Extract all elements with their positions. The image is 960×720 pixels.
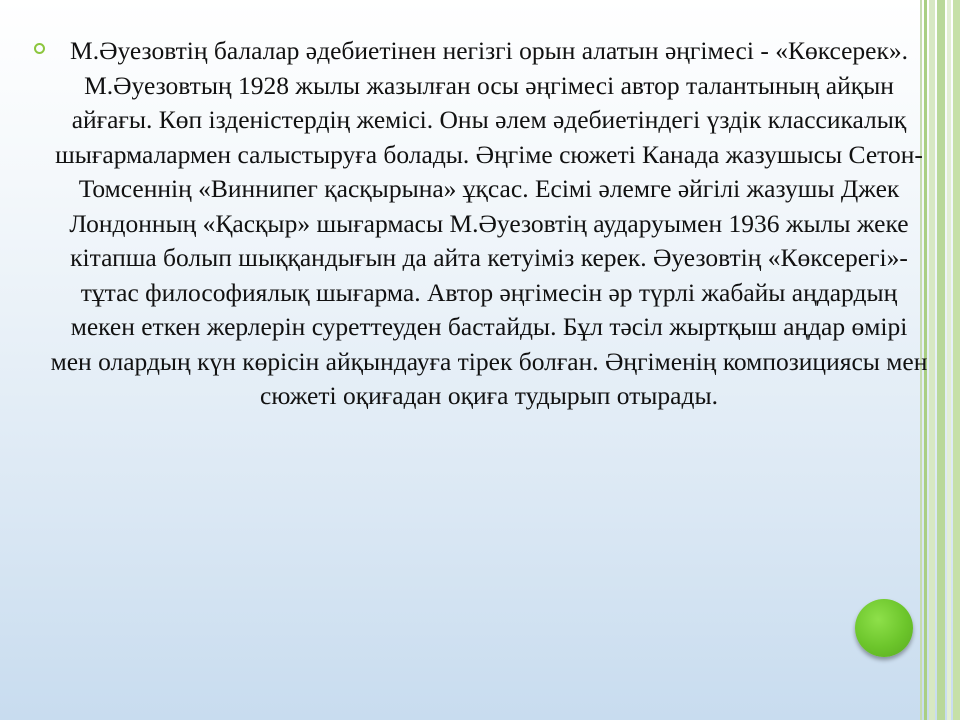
slide-content bbox=[28, 34, 928, 414]
circle-bullet-icon bbox=[34, 43, 45, 54]
green-circle-icon bbox=[855, 599, 913, 657]
stripe bbox=[937, 0, 945, 720]
stripe bbox=[953, 0, 960, 720]
stripe bbox=[929, 0, 935, 720]
body-paragraph: М.Әуезовтің балалар әдебиетінен негізгі орын алатын әңгімесі - «Көксерек». М.Әуезовтың 1928 жылы жазылған осы әңгімесі автор талантының айқын айғағы. Көп ізденістердің жемісі. Оны әлем әдебиетіндегі үздік классикалық шығармалармен салыстыруға болады. Әңгіме сюжеті Канада жазушысы Сетон-Томсеннің «Виннипег қасқырына» ұқсас. Есімі әлемге әйгілі жазушы Джек Лондонның «Қасқыр» шығармасы М.Әуезовтің аударуымен 1936 жылы жеке кітапша болып шыққандығын да айта кетуіміз керек. Әуезовтің «Көксерегі»- тұтас философиялық шығарма. Автор әңгімесін әр түрлі жабайы аңдардың мекен еткен жерлерін суреттеуден бастайды. Бұл тәсіл жыртқыш аңдар өмірі мен олардың күн көрісін айқындауға тірек болған. Әңгіменің композициясы мен сюжеті оқиғадан оқиға тудырып отырады. bbox=[50, 36, 928, 410]
stripe bbox=[947, 0, 951, 720]
